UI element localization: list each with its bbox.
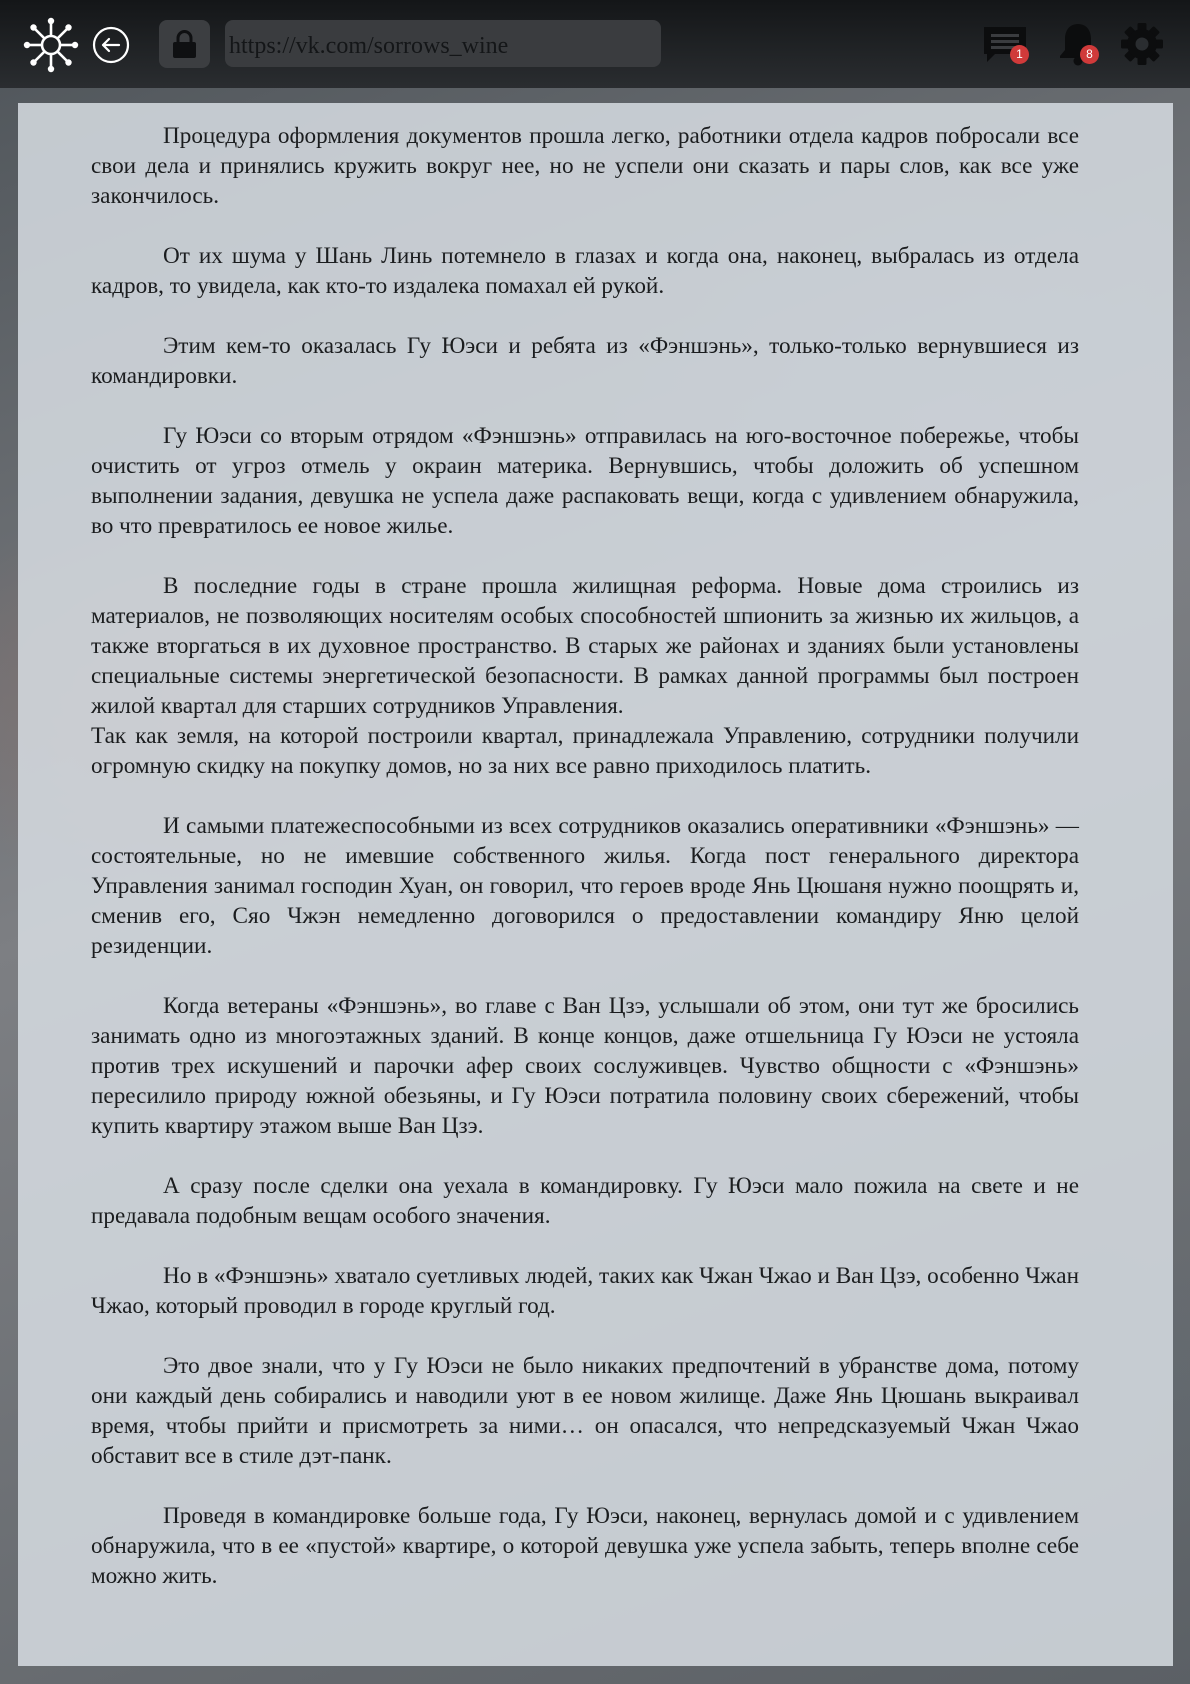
network-node-icon[interactable] (23, 17, 79, 73)
paragraph: От их шума у Шань Линь потемнело в глазах и когда она, наконец, выбралась из отдела кадров, то увидела, как кто-то издалека помахал ей рукой. (91, 243, 1079, 299)
notifications-count-badge: 8 (1080, 45, 1099, 64)
paragraph: В последние годы в стране прошла жилищная реформа. Новые дома строились из материалов, не позволяющих носителям особых способностей шпионить за жизнью их жильцов, а также вторгаться в их духовное пространство. В старых же районах и зданиях были установлены специальные системы энергетической безопасности. В рамках данной программы был построен жилой квартал для старших сотрудников Управления. (91, 573, 1079, 719)
messages-count-badge: 1 (1010, 45, 1029, 64)
paragraph: Проведя в командировке больше года, Гу Юэси, наконец, вернулась домой и с удивлением обнаружила, что в ее «пустой» квартире, о которой девушка уже успела забыть, теперь вполне себе можно жить. (91, 1503, 1079, 1589)
paragraph: Это двое знали, что у Гу Юэси не было никаких предпочтений в убранстве дома, потому они каждый день собирались и наводили уют в ее новом жилище. Даже Янь Цюшань выкраивал время, чтобы прийти и присмотреть за ними… он опасался, что непредсказуемый Чжан Чжао обставит все в стиле дэт-панк. (91, 1353, 1079, 1469)
paragraph: И самыми платежеспособными из всех сотрудников оказались оперативники «Фэншэнь» — состоятельные, но не имевшие собственного жилья. Когда пост генерального директора Управления занимал господин Хуан, он говорил, что героев вроде Янь Цюшаня нужно поощрять и, сменив его, Сяо Чжэн немедленно договорился о предоставлении командиру Яню целой резиденции. (91, 813, 1079, 959)
article-text (91, 121, 1079, 1621)
gear-icon[interactable] (1120, 22, 1164, 66)
back-arrow-icon[interactable] (92, 26, 130, 64)
lock-icon (171, 29, 198, 59)
top-toolbar (0, 0, 1190, 88)
url-input[interactable] (225, 20, 661, 67)
paragraph: Так как земля, на которой построили квартал, принадлежала Управлению, сотрудники получили огромную скидку на покупку домов, но за них все равно приходилось платить. (91, 723, 1079, 779)
paragraph: Процедура оформления документов прошла легко, работники отдела кадров побросали все свои дела и принялись кружить вокруг нее, но не успели они сказать и пары слов, как все уже закончилось. (91, 123, 1079, 209)
paragraph: Этим кем-то оказалась Гу Юэси и ребята из «Фэншэнь», только-только вернувшиеся из командировки. (91, 333, 1079, 389)
paragraph: Но в «Фэншэнь» хватало суетливых людей, таких как Чжан Чжао и Ван Цзэ, особенно Чжан Чжао, который проводил в городе круглый год. (91, 1263, 1079, 1319)
paragraph: А сразу после сделки она уехала в командировку. Гу Юэси мало пожила на свете и не предавала подобным вещам особого значения. (91, 1173, 1079, 1229)
lock-button[interactable] (159, 20, 210, 68)
paragraph: Гу Юэси со вторым отрядом «Фэншэнь» отправилась на юго-восточное побережье, чтобы очистить от угроз отмель у окраин материка. Вернувшись, чтобы доложить об успешном выполнении задания, девушка не успела даже распаковать вещи, когда с удивлением обнаружила, во что превратилось ее новое жилье. (91, 423, 1079, 539)
paragraph: Когда ветераны «Фэншэнь», во главе с Ван Цзэ, услышали об этом, они тут же бросились занимать одно из многоэтажных зданий. В конце концов, даже отшельница Гу Юэси не устояла против трех искушений и парочки афер своих сослуживцев. Чувство общности с «Фэншэнь» пересилило природу южной обезьяны, и Гу Юэси потратила половину своих сбережений, чтобы купить квартиру этажом выше Ван Цзэ. (91, 993, 1079, 1139)
